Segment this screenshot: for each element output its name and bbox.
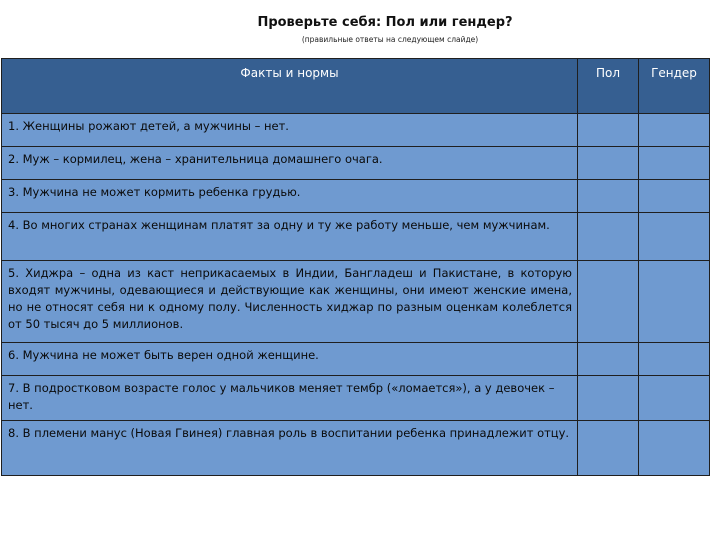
- fact-cell: [2, 421, 578, 476]
- gender-answer-cell[interactable]: [639, 213, 710, 261]
- slide-title: Проверьте себя: Пол или гендер?: [257, 15, 513, 30]
- sex-answer-cell[interactable]: [578, 114, 639, 147]
- header-sex: Пол: [578, 59, 639, 114]
- fact-text: 1. Женщины рожают детей, а мужчины – нет.: [8, 119, 289, 133]
- fact-text: 7. В подростковом возрасте голос у мальчиков меняет тембр («ломается»), а у девочек – нет.: [8, 381, 555, 412]
- fact-cell: [2, 114, 578, 147]
- fact-cell: [2, 147, 578, 180]
- fact-text: 4. Во многих странах женщинам платят за одну и ту же работу меньше, чем мужчинам.: [8, 218, 550, 232]
- sex-answer-cell[interactable]: [578, 421, 639, 476]
- table-row: [2, 213, 710, 261]
- table-row: [2, 421, 710, 476]
- gender-answer-cell[interactable]: [639, 147, 710, 180]
- fact-text: 6. Мужчина не может быть верен одной женщине.: [8, 348, 319, 362]
- gender-answer-cell[interactable]: [639, 114, 710, 147]
- sex-answer-cell[interactable]: [578, 261, 639, 343]
- fact-cell: [2, 213, 578, 261]
- fact-text: 8. В племени манус (Новая Гвинея) главная роль в воспитании ребенка принадлежит отцу.: [8, 426, 570, 440]
- table-row: [2, 114, 710, 147]
- fact-text: 5. Хиджра – одна из каст неприкасаемых в Индии, Бангладеш и Пакистане, в которую входят мужчины, одевающиеся и действующие как женщины, они имеют женские имена, но не относят себя ни к одному полу. Численность хиджар по разным оценкам колеблется от 50 тысяч до 5 миллионов.: [8, 266, 572, 331]
- gender-answer-cell[interactable]: [639, 376, 710, 421]
- table-row: [2, 147, 710, 180]
- sex-answer-cell[interactable]: [578, 376, 639, 421]
- table-row: [2, 343, 710, 376]
- header-facts: Факты и нормы: [2, 59, 578, 114]
- table-row: [2, 261, 710, 343]
- fact-cell: [2, 180, 578, 213]
- gender-answer-cell[interactable]: [639, 261, 710, 343]
- fact-cell: [2, 261, 578, 343]
- sex-answer-cell[interactable]: [578, 147, 639, 180]
- sex-answer-cell[interactable]: [578, 180, 639, 213]
- table-row: [2, 180, 710, 213]
- slide-subtitle: (правильные ответы на следующем слайде): [301, 35, 479, 44]
- fact-text: 3. Мужчина не может кормить ребенка грудью.: [8, 185, 301, 199]
- sex-answer-cell[interactable]: [578, 343, 639, 376]
- sex-answer-cell[interactable]: [578, 213, 639, 261]
- header-gender: Гендер: [639, 59, 710, 114]
- facts-table: [1, 58, 710, 476]
- table-header-row: [2, 59, 710, 114]
- table-row: [2, 376, 710, 421]
- fact-cell: [2, 343, 578, 376]
- fact-cell: [2, 376, 578, 421]
- gender-answer-cell[interactable]: [639, 180, 710, 213]
- gender-answer-cell[interactable]: [639, 343, 710, 376]
- gender-answer-cell[interactable]: [639, 421, 710, 476]
- fact-text: 2. Муж – кормилец, жена – хранительница домашнего очага.: [8, 152, 383, 166]
